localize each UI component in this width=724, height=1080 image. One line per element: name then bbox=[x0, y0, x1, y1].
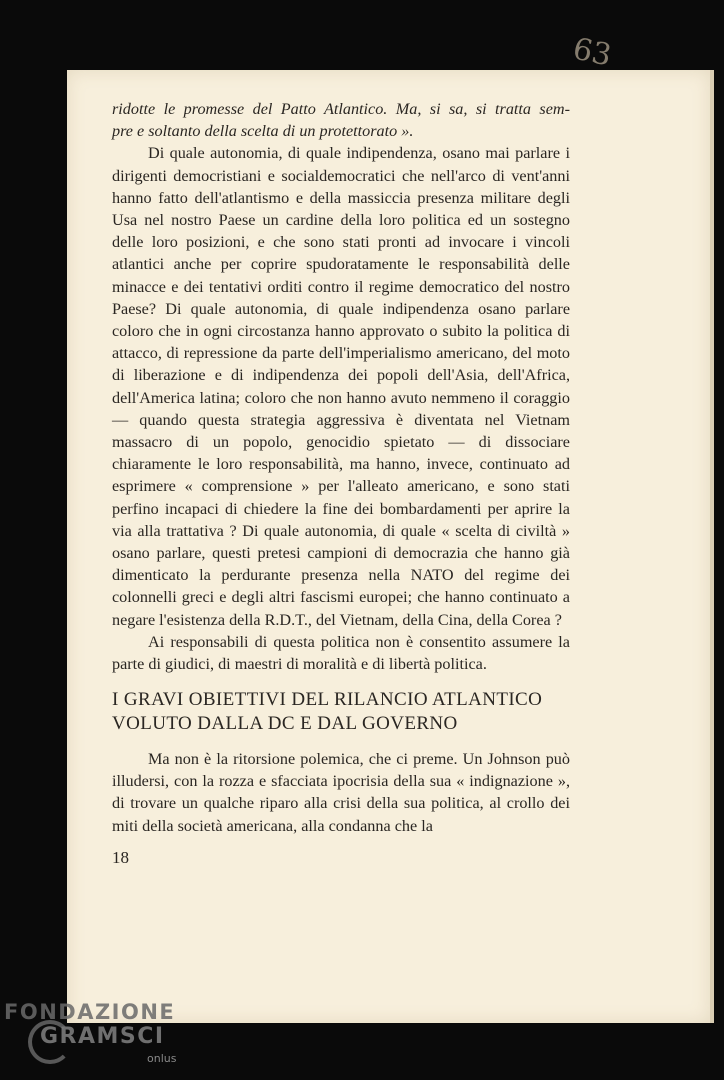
italic-line: pre e soltanto della scelta di un protettorato ». bbox=[112, 122, 414, 141]
italic-line: ridotte le promesse del Patto Atlantico. Ma, si sa, si tratta sem- bbox=[112, 100, 570, 118]
page-number: 18 bbox=[112, 848, 129, 867]
watermark-line: GRAMSCI bbox=[40, 1024, 165, 1049]
paragraph: Di quale autonomia, di quale indipendenza, osano mai parlare i dirigenti democristiani e socialdemocratici che nell'arco di vent'anni hanno fatto dell'atlantismo e della massiccia presenza militare degli Usa nel nostro Paese un cardine della loro politica ed un sostegno delle loro posizioni, e che sono stati pronti ad invocare i vincoli atlantici anche per coprire spudoratamente le responsabilità delle minacce e dei tentativi orditi contro il regime democratico del nostro Paese? Di quale autonomia, di quale indipendenza osano parlare coloro che in ogni circostanza hanno approvato o subito la politica di attacco, di repressione da parte dell'imperialismo americano, del moto di liberazione e di indipendenza dei popoli dell'Asia, dell'Africa, dell'America latina; coloro che non hanno avuto nemmeno il coraggio — quando questa strategia aggressiva è diventata nel Vietnam massacro di un popolo, genocidio spietato — di dissociare chiaramente le loro responsabilità, ma hanno, invece, continuato ad esprimere « comprensione » per l'alleato americano, e sono stati perfino incapaci di chiedere la fine dei bombardamenti per aprire la via alla trattativa ? Di quale autonomia, di quale « scelta di civiltà » osano parlare, questi pretesi campioni di democrazia che hanno già dimenticato la perdurante presenza nella NATO del regime dei colonnelli greci e degli altri fascismi europei; che hanno continuato a negare l'esistenza della R.D.T., del Vietnam, della Cina, della Corea ? bbox=[112, 144, 570, 629]
fondazione-gramsci-watermark bbox=[0, 998, 200, 1080]
watermark-line: FONDAZIONE bbox=[4, 1000, 176, 1024]
body-text bbox=[112, 98, 570, 675]
section-text bbox=[112, 748, 570, 837]
pencil-annotation: 63 bbox=[569, 31, 615, 74]
page-edge bbox=[710, 70, 714, 1023]
watermark-line: onlus bbox=[147, 1052, 177, 1065]
paragraph: Ai responsabili di questa politica non è consentito assumere la parte di giudici, di maestri di moralità e di libertà politica. bbox=[112, 632, 570, 674]
paragraph: Ma non è la ritorsione polemica, che ci preme. Un Johnson può illudersi, con la rozza e sfacciata ipocrisia della sua « indignazione », di trovare un qualche riparo alla crisi della sua politica, al crollo dei miti della società americana, alla condanna che la bbox=[112, 750, 570, 835]
section-heading: I GRAVI OBIETTIVI DEL RILANCIO ATLANTICO VOLUTO DALLA DC E DAL GOVERNO bbox=[112, 689, 543, 734]
